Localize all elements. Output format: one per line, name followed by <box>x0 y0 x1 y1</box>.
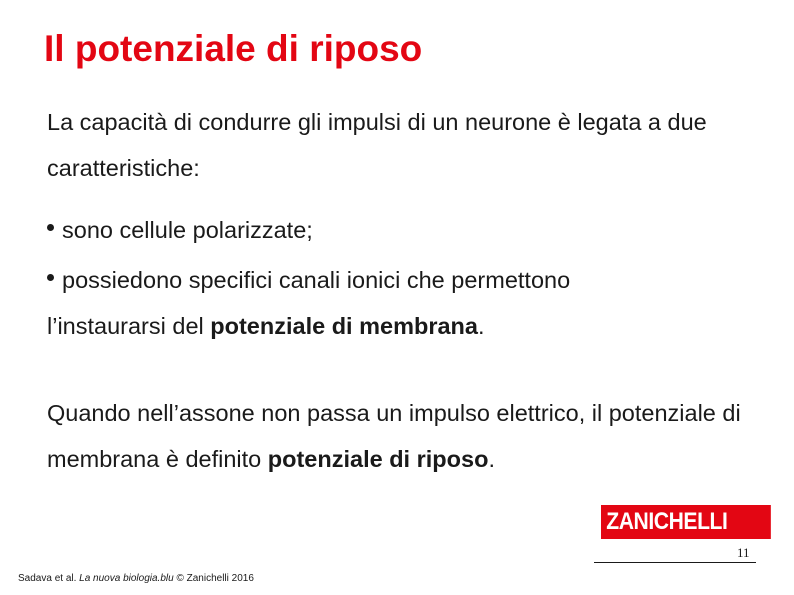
bullet-item <box>47 257 570 303</box>
slide-title: Il potenziale di riposo <box>44 28 423 69</box>
intro-paragraph: La capacità di condurre gli impulsi di un neurone è legata a due caratteristiche: <box>47 109 707 181</box>
closing-text: Quando nell’assone non passa un impulso elettrico, il potenziale di membrana è definito <box>47 400 741 472</box>
continuation-end: . <box>477 313 485 339</box>
zanichelli-logo: ZANICHELLI <box>601 505 771 539</box>
bullet-text: sono cellule polarizzate; <box>62 217 313 243</box>
bold-term: potenziale di membrana <box>210 313 478 339</box>
continuation-text: l’instaurarsi del <box>47 313 211 339</box>
bullet-continuation <box>47 303 485 349</box>
footer-divider <box>594 562 756 563</box>
credit-authors: Sadava et al. <box>18 573 80 584</box>
credit-publisher: © Zanichelli 2016 <box>173 573 254 584</box>
bullet-dot-icon <box>47 274 54 281</box>
page-number: 11 <box>737 545 750 560</box>
bold-term: potenziale di riposo <box>267 446 489 472</box>
bullet-item <box>47 207 313 253</box>
credit-book: La nuova biologia.blu <box>79 573 174 584</box>
credit-line <box>18 573 254 584</box>
closing-paragraph <box>47 390 777 482</box>
closing-end: . <box>488 446 495 472</box>
bullet-text: possiedono specifici canali ionici che permettono <box>62 267 571 293</box>
bullet-dot-icon <box>47 224 54 231</box>
